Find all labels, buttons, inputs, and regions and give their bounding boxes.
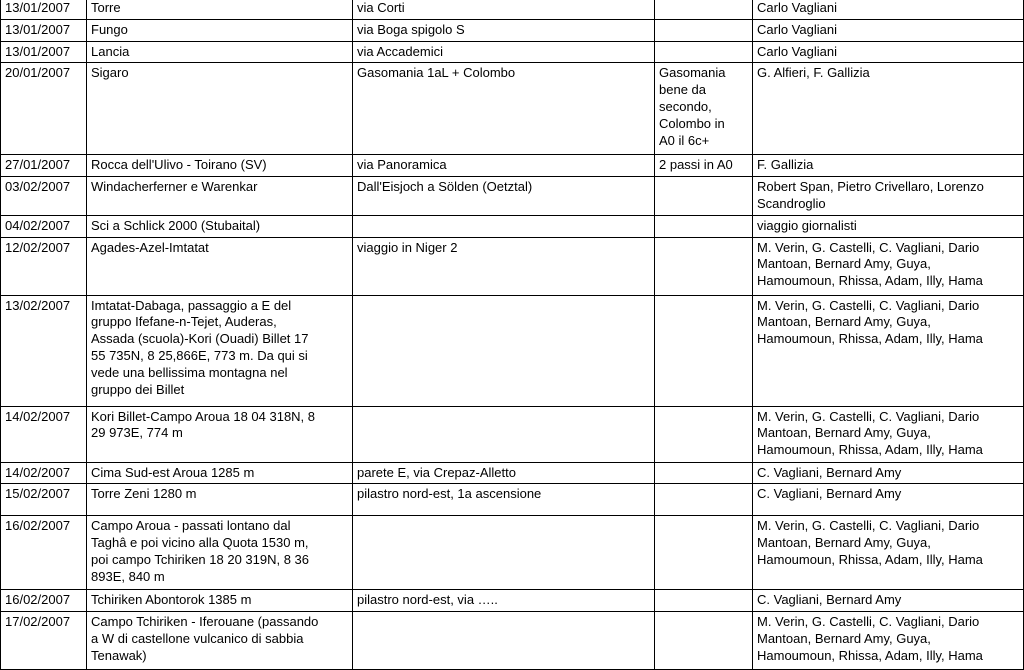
place-cell: Torre <box>87 0 353 19</box>
people-cell: M. Verin, G. Castelli, C. Vagliani, Dario Mantoan, Bernard Amy, Guya, Hamoumoun, Rhissa, Adam, Illy, Hama <box>753 406 1024 462</box>
place-cell: Fungo <box>87 19 353 41</box>
table-row <box>1 484 1024 516</box>
place-cell: Imtatat-Dabaga, passaggio a E del gruppo Ifefane-n-Tejet, Auderas, Assada (scuola)-Kori (Ouadi) Billet 17 55 735N, 8 25,866E, 773 m. Da qui si vede una bellissima montagna nel gruppo dei Billet <box>87 295 353 406</box>
place-cell: Cima Sud-est Aroua 1285 m <box>87 462 353 484</box>
people-cell: Carlo Vagliani <box>753 41 1024 63</box>
route-cell: parete E, via Crepaz-Alletto <box>353 462 655 484</box>
table-row <box>1 590 1024 612</box>
notes-cell: 2 passi in A0 <box>655 155 753 177</box>
people-cell: viaggio giornalisti <box>753 215 1024 237</box>
people-cell: Robert Span, Pietro Crivellaro, Lorenzo Scandroglio <box>753 177 1024 216</box>
date-cell: 14/02/2007 <box>1 462 87 484</box>
notes-cell <box>655 590 753 612</box>
table-row <box>1 406 1024 462</box>
place-cell: Lancia <box>87 41 353 63</box>
place-cell: Tchiriken Abontorok 1385 m <box>87 590 353 612</box>
date-cell: 16/02/2007 <box>1 516 87 590</box>
date-cell: 03/02/2007 <box>1 177 87 216</box>
table-row <box>1 237 1024 295</box>
route-cell: viaggio in Niger 2 <box>353 237 655 295</box>
people-cell: C. Vagliani, Bernard Amy <box>753 462 1024 484</box>
notes-cell <box>655 462 753 484</box>
route-cell: pilastro nord-est, via ….. <box>353 590 655 612</box>
people-cell: M. Verin, G. Castelli, C. Vagliani, Dario Mantoan, Bernard Amy, Guya, Hamoumoun, Rhissa, Adam, Illy, Hama <box>753 516 1024 590</box>
notes-cell <box>655 237 753 295</box>
notes-cell <box>655 177 753 216</box>
table-row <box>1 41 1024 63</box>
place-cell: Rocca dell'Ulivo - Toirano (SV) <box>87 155 353 177</box>
notes-cell: Gasomania bene da secondo, Colombo in A0 il 6c+ <box>655 63 753 155</box>
people-cell: G. Alfieri, F. Gallizia <box>753 63 1024 155</box>
table-row <box>1 516 1024 590</box>
table-row <box>1 177 1024 216</box>
date-cell: 20/01/2007 <box>1 63 87 155</box>
date-cell: 14/02/2007 <box>1 406 87 462</box>
place-cell: Torre Zeni 1280 m <box>87 484 353 516</box>
date-cell: 13/01/2007 <box>1 0 87 19</box>
place-cell: Sci a Schlick 2000 (Stubaital) <box>87 215 353 237</box>
people-cell: Carlo Vagliani <box>753 0 1024 19</box>
date-cell: 15/02/2007 <box>1 484 87 516</box>
route-cell: via Corti <box>353 0 655 19</box>
date-cell: 17/02/2007 <box>1 612 87 670</box>
date-cell: 13/02/2007 <box>1 295 87 406</box>
place-cell: Campo Aroua - passati lontano dal Taghâ e poi vicino alla Quota 1530 m, poi campo Tchiriken 18 20 319N, 8 36 893E, 840 m <box>87 516 353 590</box>
notes-cell <box>655 612 753 670</box>
route-cell: Dall'Eisjoch a Sölden (Oetztal) <box>353 177 655 216</box>
people-cell: M. Verin, G. Castelli, C. Vagliani, Dario Mantoan, Bernard Amy, Guya, Hamoumoun, Rhissa, Adam, Illy, Hama <box>753 612 1024 670</box>
place-cell: Campo Tchiriken - Iferouane (passando a W di castellone vulcanico di sabbia Tenawak) <box>87 612 353 670</box>
table-row <box>1 63 1024 155</box>
table-row <box>1 462 1024 484</box>
route-cell <box>353 406 655 462</box>
route-cell: via Accademici <box>353 41 655 63</box>
people-cell: C. Vagliani, Bernard Amy <box>753 590 1024 612</box>
date-cell: 27/01/2007 <box>1 155 87 177</box>
people-cell: C. Vagliani, Bernard Amy <box>753 484 1024 516</box>
notes-cell <box>655 516 753 590</box>
table-row <box>1 155 1024 177</box>
date-cell: 04/02/2007 <box>1 215 87 237</box>
notes-cell <box>655 19 753 41</box>
table-row <box>1 295 1024 406</box>
date-cell: 16/02/2007 <box>1 590 87 612</box>
date-cell: 12/02/2007 <box>1 237 87 295</box>
route-cell <box>353 215 655 237</box>
date-cell: 13/01/2007 <box>1 41 87 63</box>
table-row <box>1 612 1024 670</box>
people-cell: F. Gallizia <box>753 155 1024 177</box>
place-cell: Kori Billet-Campo Aroua 18 04 318N, 8 29 973E, 774 m <box>87 406 353 462</box>
route-cell: via Boga spigolo S <box>353 19 655 41</box>
route-cell <box>353 295 655 406</box>
place-cell: Windacherferner e Warenkar <box>87 177 353 216</box>
notes-cell <box>655 406 753 462</box>
route-cell: pilastro nord-est, 1a ascensione <box>353 484 655 516</box>
route-cell: Gasomania 1aL + Colombo <box>353 63 655 155</box>
notes-cell <box>655 0 753 19</box>
table-row <box>1 0 1024 19</box>
table-row <box>1 215 1024 237</box>
route-cell <box>353 516 655 590</box>
notes-cell <box>655 215 753 237</box>
route-cell: via Panoramica <box>353 155 655 177</box>
people-cell: Carlo Vagliani <box>753 19 1024 41</box>
log-body <box>1 0 1024 670</box>
place-cell: Sigaro <box>87 63 353 155</box>
people-cell: M. Verin, G. Castelli, C. Vagliani, Dario Mantoan, Bernard Amy, Guya, Hamoumoun, Rhissa, Adam, Illy, Hama <box>753 237 1024 295</box>
notes-cell <box>655 295 753 406</box>
notes-cell <box>655 41 753 63</box>
date-cell: 13/01/2007 <box>1 19 87 41</box>
table-row <box>1 19 1024 41</box>
route-cell <box>353 612 655 670</box>
notes-cell <box>655 484 753 516</box>
people-cell: M. Verin, G. Castelli, C. Vagliani, Dario Mantoan, Bernard Amy, Guya, Hamoumoun, Rhissa, Adam, Illy, Hama <box>753 295 1024 406</box>
place-cell: Agades-Azel-Imtatat <box>87 237 353 295</box>
